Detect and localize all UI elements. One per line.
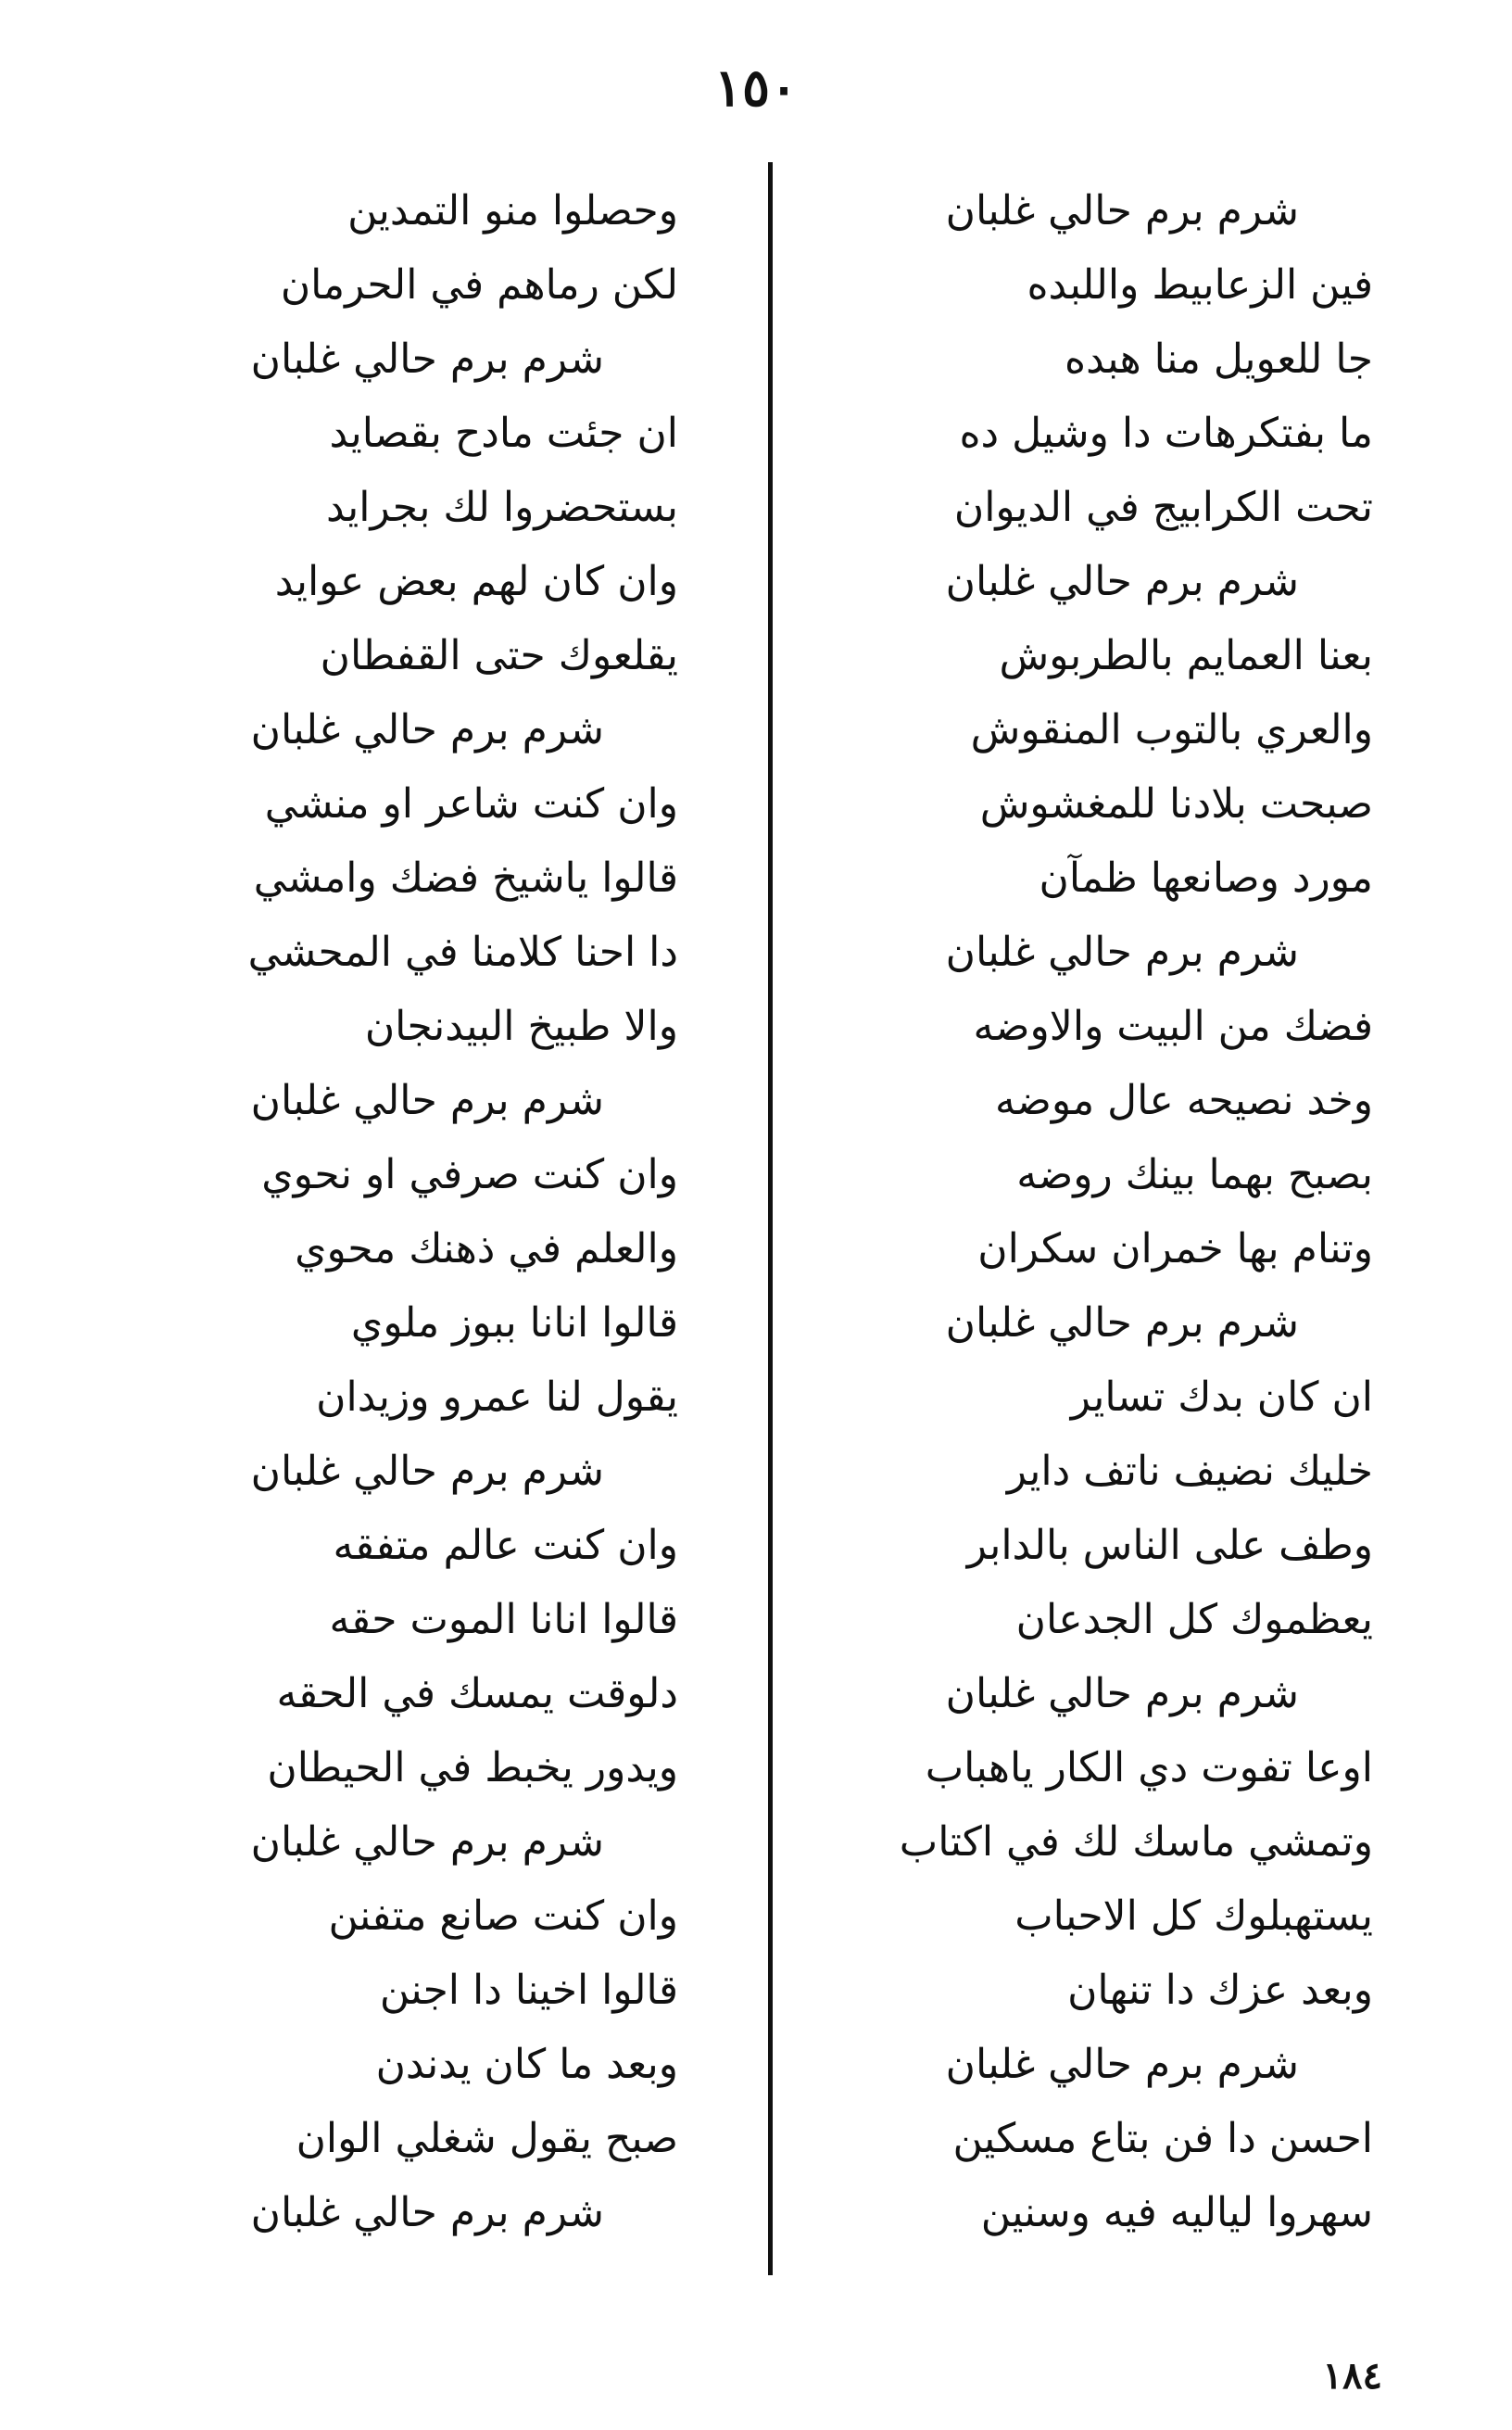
verse-line: ويدور يخبط في الحيطان xyxy=(267,1744,678,1791)
page-number: ١٥٠ xyxy=(713,57,799,119)
verse-line: شرم برم حالي غلبان xyxy=(945,929,1299,976)
verse-line: وطف على الناس بالدابر xyxy=(966,1522,1373,1569)
verse-line: وحصلوا منو التمدين xyxy=(347,187,678,234)
verse-line: شرم برم حالي غلبان xyxy=(250,335,604,383)
verse-line: وان كنت عالم متفقه xyxy=(333,1522,678,1569)
verse-line: قالوا انانا ببوز ملوي xyxy=(350,1299,678,1347)
verse-line: دا احنا كلامنا في المحشي xyxy=(247,929,678,976)
verse-line: شرم برم حالي غلبان xyxy=(250,2189,604,2236)
verse-line: فين الزعابيط واللبده xyxy=(1027,261,1373,309)
verse-line: احسن دا فن بتاع مسكين xyxy=(952,2115,1373,2162)
verse-line: وتنام بها خمران سكران xyxy=(977,1225,1373,1272)
verse-line: وبعد عزك دا تنهان xyxy=(1067,1967,1373,2014)
verse-line: دلوقت يمسك في الحقه xyxy=(276,1670,678,1717)
verse-line: بصبح بهما بينك روضه xyxy=(1016,1151,1373,1198)
verse-line: يستهبلوك كل الاحباب xyxy=(1014,1892,1373,1940)
verse-line: شرم برم حالي غلبان xyxy=(250,706,604,753)
verse-line: وان كنت شاعر او منشي xyxy=(264,780,678,828)
verse-line: والا طبيخ البيدنجان xyxy=(364,1003,678,1050)
verse-line: ان كان بدك تساير xyxy=(1070,1373,1373,1421)
verse-line: شرم برم حالي غلبان xyxy=(250,1448,604,1495)
verse-line: شرم برم حالي غلبان xyxy=(945,1299,1299,1347)
verse-line: يعظموك كل الجدعان xyxy=(1015,1596,1373,1643)
verse-line: سهروا لياليه فيه وسنين xyxy=(980,2189,1373,2236)
verse-line: يقلعوك حتى القفطان xyxy=(320,632,678,679)
poem-right-column xyxy=(780,174,1373,2250)
verse-line: بستحضروا لك بجرايد xyxy=(325,484,678,531)
verse-line: جا للعويل منا هبده xyxy=(1065,335,1373,383)
verse-line: ان جئت مادح بقصايد xyxy=(329,410,678,457)
verse-line: اوعا تفوت دي الكار ياهباب xyxy=(925,1744,1373,1791)
poem-left-column xyxy=(85,174,678,2250)
column-divider xyxy=(768,162,773,2275)
verse-line: وتمشي ماسك لك في اكتاب xyxy=(899,1818,1373,1866)
verse-line: مورد وصانعها ظمآن xyxy=(1039,854,1373,902)
verse-line: وان كان لهم بعض عوايد xyxy=(274,558,678,605)
footer-number: ١٨٤ xyxy=(1322,2354,1382,2398)
verse-line: قالوا اخينا دا اجنن xyxy=(379,1967,678,2014)
verse-line: بعنا العمايم بالطربوش xyxy=(999,632,1373,679)
verse-line: وبعد ما كان يدندن xyxy=(375,2041,678,2088)
verse-line: صبح يقول شغلي الوان xyxy=(296,2115,678,2162)
verse-line: قالوا انانا الموت حقه xyxy=(329,1596,678,1643)
verse-line: شرم برم حالي غلبان xyxy=(945,187,1299,234)
verse-line: خليك نضيف ناتف داير xyxy=(1006,1448,1373,1495)
verse-line: والعري بالتوب المنقوش xyxy=(970,706,1373,753)
verse-line: وان كنت صانع متفنن xyxy=(328,1892,678,1940)
verse-line: شرم برم حالي غلبان xyxy=(250,1818,604,1866)
verse-line: لكن رماهم في الحرمان xyxy=(280,261,678,309)
verse-line: شرم برم حالي غلبان xyxy=(945,558,1299,605)
verse-line: صبحت بلادنا للمغشوش xyxy=(979,780,1373,828)
verse-line: شرم برم حالي غلبان xyxy=(250,1077,604,1124)
verse-line: فضك من البيت والاوضه xyxy=(973,1003,1373,1050)
verse-line: تحت الكرابيج في الديوان xyxy=(953,484,1373,531)
verse-line: والعلم في ذهنك محوي xyxy=(295,1225,678,1272)
verse-line: ما بفتكرهات دا وشيل ده xyxy=(959,410,1373,457)
verse-line: قالوا ياشيخ فضك وامشي xyxy=(253,854,678,902)
verse-line: وان كنت صرفي او نحوي xyxy=(261,1151,678,1198)
verse-line: شرم برم حالي غلبان xyxy=(945,1670,1299,1717)
verse-line: يقول لنا عمرو وزيدان xyxy=(316,1373,678,1421)
verse-line: شرم برم حالي غلبان xyxy=(945,2041,1299,2088)
verse-line: وخد نصيحه عال موضه xyxy=(994,1077,1373,1124)
